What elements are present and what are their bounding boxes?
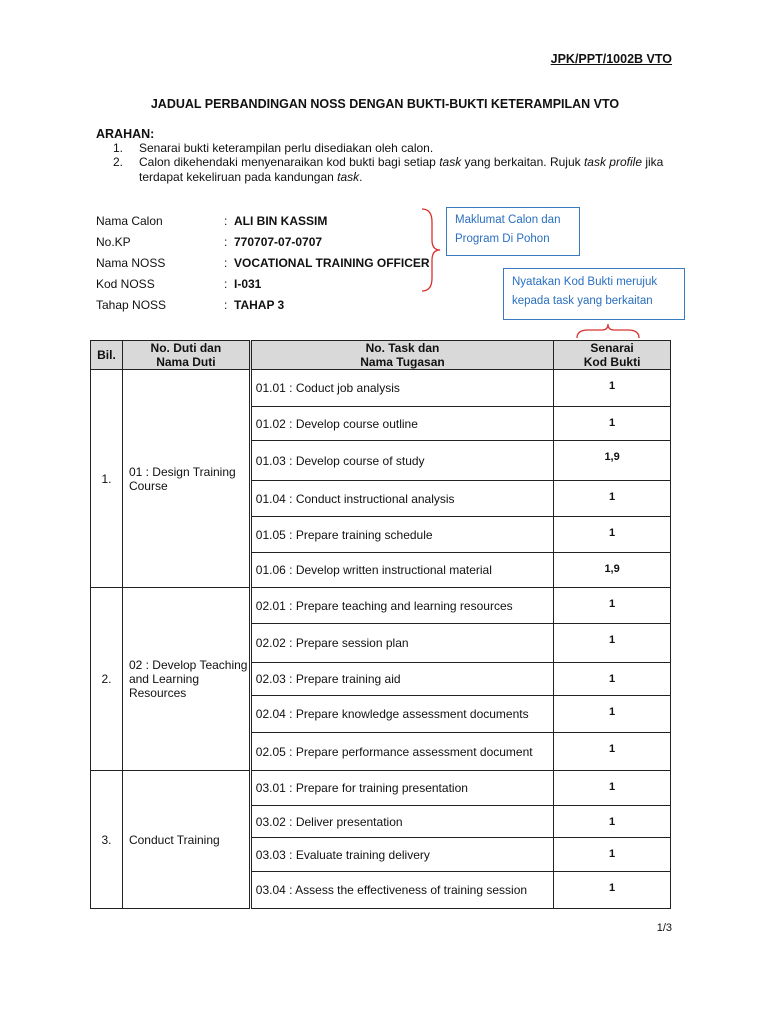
info-colon: : bbox=[224, 214, 228, 228]
page-number: 1/3 bbox=[656, 922, 672, 934]
kod-cell: 1 bbox=[554, 588, 671, 624]
header-task-line1: No. Task dan bbox=[365, 341, 440, 355]
info-label-nama-calon: Nama Calon bbox=[96, 214, 163, 228]
kod-cell: 1 bbox=[554, 696, 671, 733]
table-row bbox=[91, 588, 671, 624]
info-colon: : bbox=[224, 235, 228, 249]
info-label-nama-noss: Nama NOSS bbox=[96, 256, 166, 270]
header-kod bbox=[554, 341, 671, 370]
task-cell: 02.04 : Prepare knowledge assessment documents bbox=[250, 696, 553, 733]
task-cell: 01.06 : Develop written instructional material bbox=[250, 553, 553, 588]
header-task-line2: Nama Tugasan bbox=[360, 355, 445, 369]
kod-cell: 1 bbox=[554, 517, 671, 553]
kod-cell: 1 bbox=[554, 481, 671, 517]
task-cell: 03.01 : Prepare for training presentation bbox=[250, 771, 553, 806]
kod-cell: 1,9 bbox=[554, 441, 671, 481]
info-value-no-kp: 770707-07-0707 bbox=[234, 235, 323, 249]
kod-cell: 1 bbox=[554, 624, 671, 663]
instruction-text: Senarai bukti keterampilan perlu disediakan oleh calon. bbox=[139, 141, 434, 155]
info-value-kod-noss: I-031 bbox=[234, 277, 262, 291]
task-cell: 02.03 : Prepare training aid bbox=[250, 663, 553, 696]
document-reference: JPK/PPT/1002B VTO bbox=[550, 52, 672, 66]
kod-cell: 1 bbox=[554, 872, 671, 909]
task-cell: 01.05 : Prepare training schedule bbox=[250, 517, 553, 553]
instruction-2 bbox=[113, 155, 683, 187]
kod-cell: 1 bbox=[554, 407, 671, 441]
info-value-nama-calon: ALI BIN KASSIM bbox=[234, 214, 328, 228]
kod-cell: 1 bbox=[554, 733, 671, 771]
header-kod-line1: Senarai bbox=[590, 341, 634, 355]
task-cell: 02.02 : Prepare session plan bbox=[250, 624, 553, 663]
duti-cell: Conduct Training bbox=[122, 771, 250, 909]
task-cell: 02.05 : Prepare performance assessment document bbox=[250, 733, 553, 771]
instruction-number: 1. bbox=[113, 141, 124, 155]
instruction-emphasis: task bbox=[337, 170, 360, 184]
task-cell: 03.03 : Evaluate training delivery bbox=[250, 838, 553, 872]
header-duti bbox=[122, 341, 250, 370]
task-cell: 01.03 : Develop course of study bbox=[250, 441, 553, 481]
info-value-tahap-noss: TAHAP 3 bbox=[234, 298, 285, 312]
task-cell: 03.02 : Deliver presentation bbox=[250, 806, 553, 838]
info-value-nama-noss: VOCATIONAL TRAINING OFFICER bbox=[234, 256, 430, 270]
task-cell: 03.04 : Assess the effectiveness of training session bbox=[250, 872, 553, 909]
duti-cell: 02 : Develop Teaching and Learning Resources bbox=[122, 588, 250, 771]
task-cell: 02.01 : Prepare teaching and learning resources bbox=[250, 588, 553, 624]
info-label-tahap-noss: Tahap NOSS bbox=[96, 298, 167, 312]
kod-cell: 1 bbox=[554, 663, 671, 696]
kod-cell: 1 bbox=[554, 370, 671, 407]
instruction-text-part: yang berkaitan. Rujuk bbox=[461, 155, 584, 169]
curly-bracket-annotation bbox=[418, 206, 444, 294]
table-row bbox=[91, 771, 671, 806]
info-colon: : bbox=[224, 277, 228, 291]
header-duti-line1: No. Duti dan bbox=[150, 341, 222, 355]
task-cell: 01.04 : Conduct instructional analysis bbox=[250, 481, 553, 517]
task-cell: 01.02 : Develop course outline bbox=[250, 407, 553, 441]
instruction-emphasis: task bbox=[439, 155, 462, 169]
instruction-text-part: . bbox=[359, 170, 363, 184]
info-label-no-kp: No.KP bbox=[96, 235, 131, 249]
header-duti-line2: Nama Duti bbox=[156, 355, 216, 369]
bil-cell: 3. bbox=[91, 771, 123, 909]
kod-cell: 1 bbox=[554, 771, 671, 806]
info-colon: : bbox=[224, 298, 228, 312]
kod-cell: 1,9 bbox=[554, 553, 671, 588]
instruction-emphasis: task profile bbox=[583, 155, 642, 169]
table-row bbox=[91, 370, 671, 407]
page-title: JADUAL PERBANDINGAN NOSS DENGAN BUKTI-BUKTI KETERAMPILAN VTO bbox=[150, 97, 620, 111]
duti-cell: 01 : Design Training Course bbox=[122, 370, 250, 588]
instruction-text-part: Calon dikehendaki menyenaraikan kod bukti bagi setiap bbox=[139, 155, 440, 169]
callout-maklumat-calon: Maklumat Calon dan Program Di Pohon bbox=[446, 207, 580, 256]
info-label-kod-noss: Kod NOSS bbox=[96, 277, 155, 291]
bil-cell: 1. bbox=[91, 370, 123, 588]
bil-cell: 2. bbox=[91, 588, 123, 771]
info-colon: : bbox=[224, 256, 228, 270]
header-bil: Bil. bbox=[91, 341, 123, 370]
kod-cell: 1 bbox=[554, 806, 671, 838]
curly-bracket-annotation bbox=[574, 322, 642, 340]
kod-cell: 1 bbox=[554, 838, 671, 872]
instruction-text bbox=[139, 155, 687, 185]
header-kod-line2: Kod Bukti bbox=[583, 355, 641, 369]
instruction-number: 2. bbox=[113, 155, 124, 169]
callout-kod-bukti: Nyatakan Kod Bukti merujuk kepada task yang berkaitan bbox=[503, 268, 685, 320]
arahan-heading: ARAHAN: bbox=[96, 127, 155, 141]
task-cell: 01.01 : Coduct job analysis bbox=[250, 370, 553, 407]
table-header-row bbox=[91, 341, 671, 370]
instruction-text-part: jika terdapat kekeliruan pada kandungan bbox=[139, 155, 664, 184]
header-task bbox=[250, 341, 553, 370]
comparison-table bbox=[90, 340, 671, 909]
